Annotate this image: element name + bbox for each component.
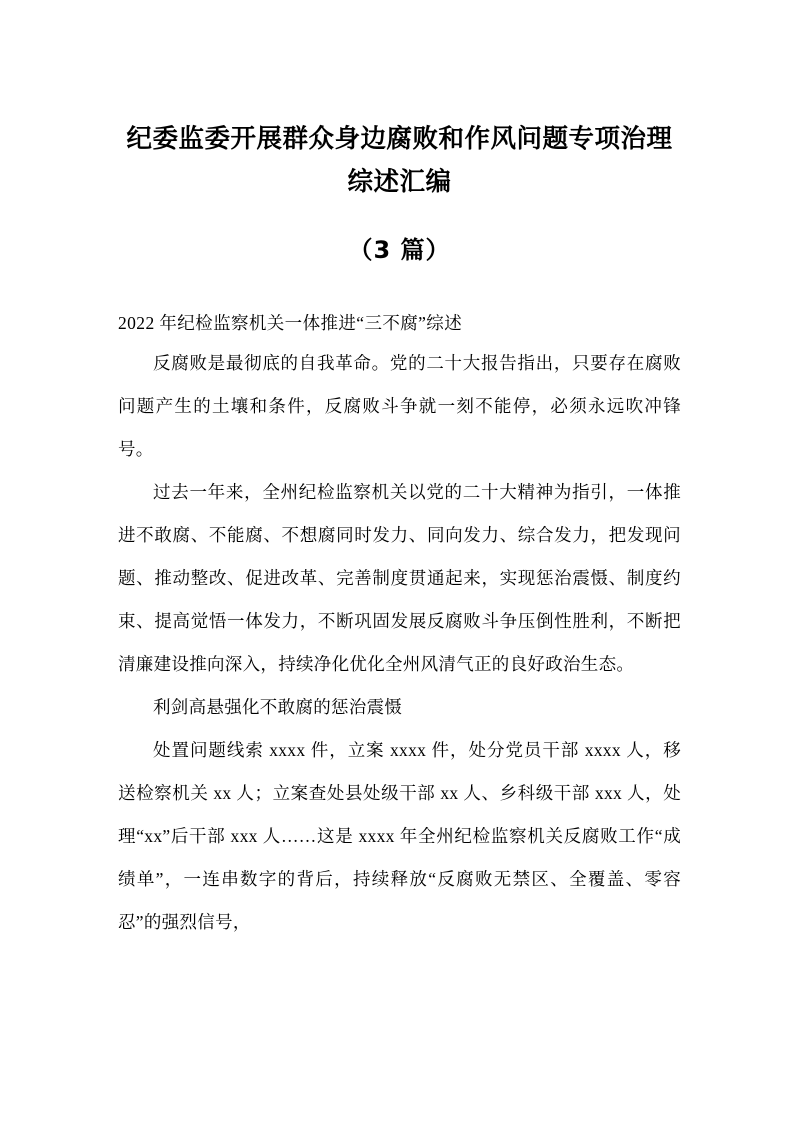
section-heading-1: 2022 年纪检监察机关一体推进“三不腐”综述 bbox=[118, 313, 463, 333]
paragraph-2-1: 处置问题线索 xxxx 件，立案 xxxx 件，处分党员干部 xxxx 人，移送检察机关 xx 人；立案查处县处级干部 xx 人、乡科级干部 xxx 人，处理“xx”后干部 xxx 人……这是 xxxx 年全州纪检监察机关反腐败工作“成绩单”，一连串数字的背后，持续释放“反腐败无禁区、全覆盖、零容忍”的强烈信号， bbox=[118, 740, 681, 932]
paragraph-1-1: 反腐败是最彻底的自我革命。党的二十大报告指出，只要存在腐败问题产生的土壤和条件，反腐败斗争就一刻不能停，必须永远吹冲锋号。 bbox=[118, 353, 681, 459]
paragraph-1-2: 过去一年来，全州纪检监察机关以党的二十大精神为指引，一体推进不敢腐、不能腐、不想腐同时发力、同向发力、综合发力，把发现问题、推动整改、促进改革、完善制度贯通起来，实现惩治震慑、制度约束、提高觉悟一体发力，不断巩固发展反腐败斗争压倒性胜利，不断把清廉建设推向深入，持续净化优化全州风清气正的良好政治生态。 bbox=[118, 482, 681, 674]
section-heading-2: 利剑高悬强化不敢腐的惩治震慑 bbox=[153, 697, 403, 717]
page-title: 纪委监委开展群众身边腐败和作风问题专项治理综述汇编 bbox=[126, 124, 673, 197]
document-subtitle: （3 篇） bbox=[348, 236, 451, 264]
